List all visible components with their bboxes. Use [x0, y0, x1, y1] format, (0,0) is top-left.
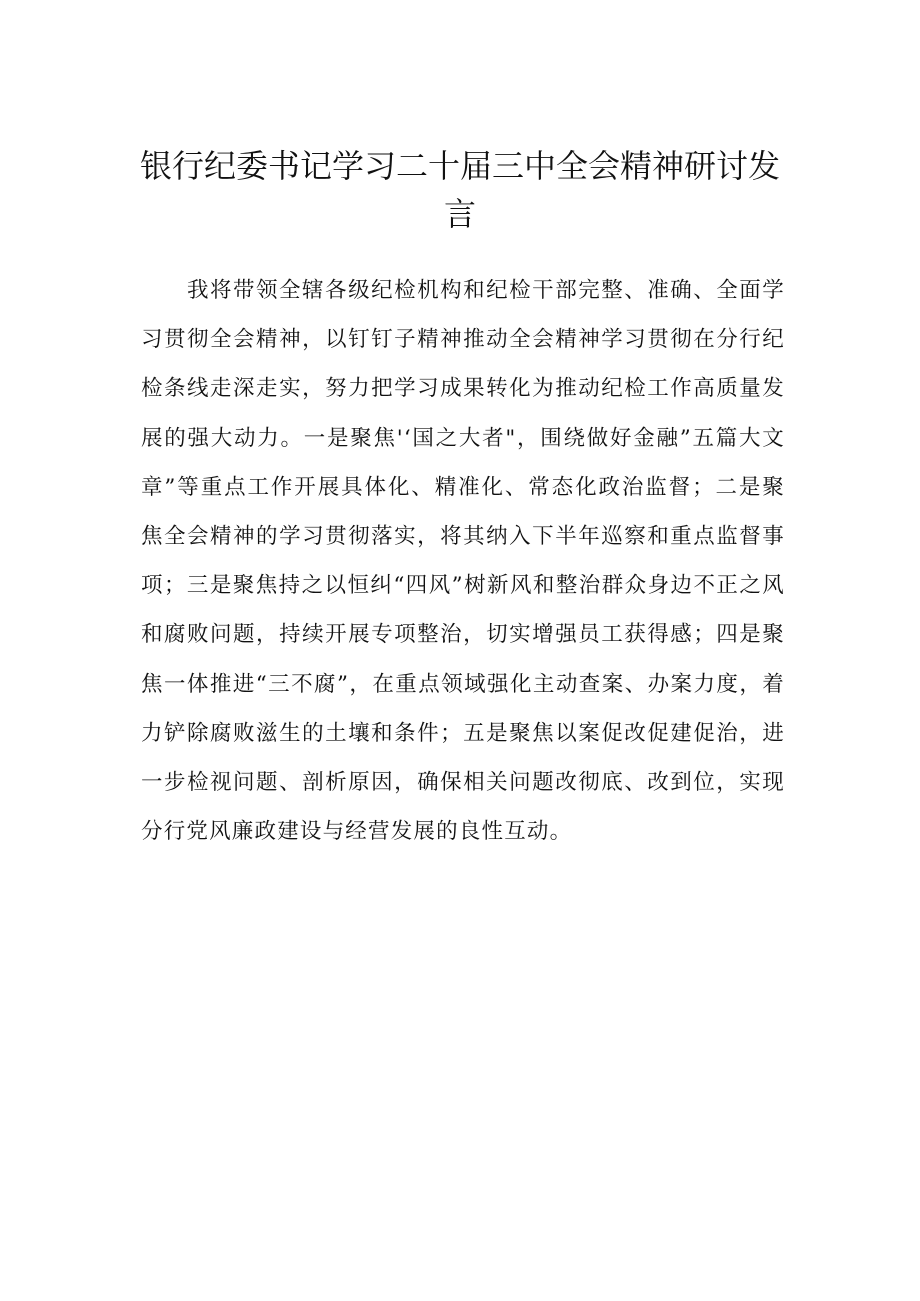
document-title: 银行纪委书记学习二十届三中全会精神研讨发言 — [140, 147, 781, 233]
body-paragraph: 我将带领全辖各级纪检机构和纪检干部完整、准确、全面学习贯彻全会精神，以钉钉子精神推动全会精神学习贯彻在分行纪检条线走深走实，努力把学习成果转化为推动纪检工作高质量发展的强大动力。一是聚焦'‘国之大者"，围绕做好金融”五篇大文章”等重点工作开展具体化、精准化、常态化政治监督；二是聚焦全会精神的学习贯彻落实，将其纳入下半年巡察和重点监督事项；三是聚焦持之以恒纠“四风”树新风和整治群众身边不正之风和腐败问题，持续开展专项整治，切实增强员工获得感；四是聚焦一体推进“三不腐”，在重点领域强化主动查案、办案力度，着力铲除腐败滋生的土壤和条件；五是聚焦以案促改促建促治，进一步检视问题、剖析原因，确保相关问题改彻底、改到位，实现分行党风廉政建设与经营发展的良性互动。 — [141, 278, 785, 845]
